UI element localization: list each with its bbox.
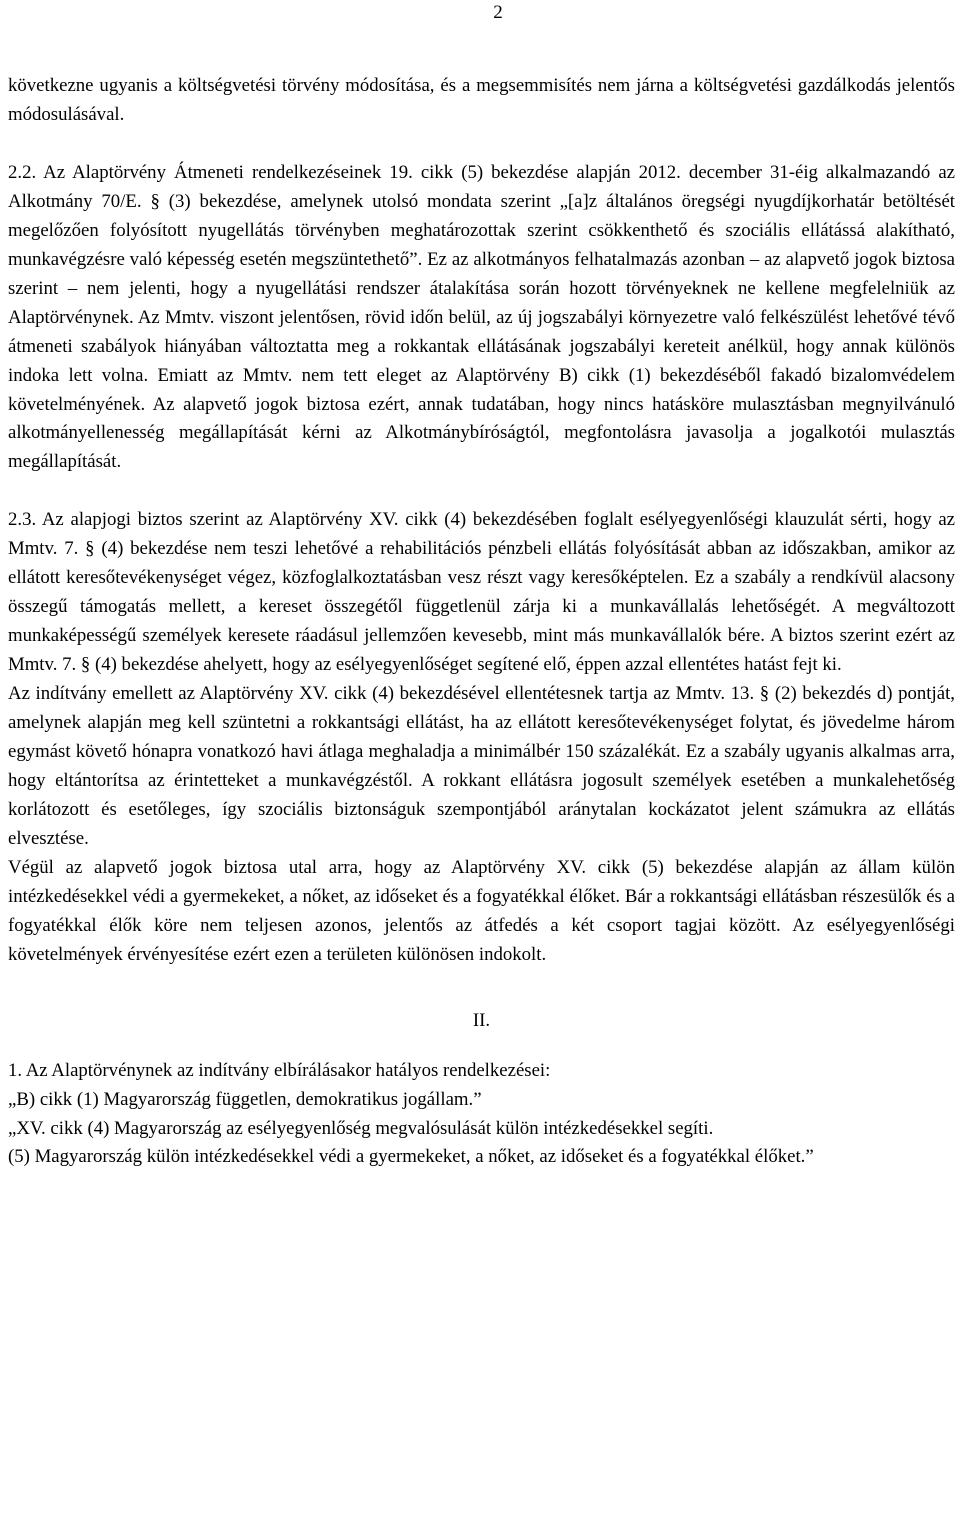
paragraph-2-2: 2.2. Az Alaptörvény Átmeneti rendelkezéseinek 19. cikk (5) bekezdése alapján 2012. december 31-éig alkalmazandó az Alkotmány 70/E. § (3) bekezdése, amelynek utolsó mondata szerint „[a]z általános öregségi nyugdíjkorhatár betöltését megelőzően folyósított nyugellátás törvényben meghatározottak szerint csökkenthető és szociális ellátássá alakítható, munkavégzésre való képesség esetén megszüntethető”. Ez az alkotmányos felhatalmazás azonban – az alapvető jogok biztosa szerint – nem jelenti, hogy a nyugellátási rendszer átalakítása során hozott törvényeknek ne kellene megfelelniük az Alaptörvénynek. Az Mmtv. viszont jelentősen, rövid időn belül, az új jogszabályi környezetre való felkészülést lehetővé tévő átmeneti szabályok hiányában változtatta meg a rokkantak ellátásának jogszabályi kereteit anélkül, hogy annak különös indoka lett volna. Emiatt az Mmtv. nem tett eleget az Alaptörvény B) cikk (1) bekezdéséből fakadó bizalomvédelem követelményének. Az alapvető jogok biztosa ezért, annak tudatában, hogy nincs hatásköre mulasztásban megnyilvánuló alkotmányellenesség megállapítását kérni az Alkotmánybíróságtól, megfontolásra javasolja a jogalkotói mulasztás megállapítását. (8, 161, 955, 473)
paragraph-1: következne ugyanis a költségvetési törvény módosítása, és a megsemmisítés nem járna a költségvetési gazdálkodás jelentős módosulásával. (8, 75, 955, 125)
paragraph-finally: Végül az alapvető jogok biztosa utal arra, hogy az Alaptörvény XV. cikk (5) bekezdése alapján az állam külön intézkedésekkel védi a gyermekeket, a nőket, az időseket és a fogyatékkal élőket. Bár a rokkantsági ellátásban részesülők és a fogyatékkal élők köre nem teljesen azonos, jelentős az átfedés a két csoport tagjai között. Az esélyegyenlőségi követelmények érvényesítése ezért ezen a területen különösen indokolt. (8, 856, 955, 965)
paragraph-indictment: Az indítvány emellett az Alaptörvény XV. cikk (4) bekezdésével ellentétesnek tartja az Mmtv. 13. § (2) bekezdés d) pontját, amelynek alapján meg kell szüntetni a rokkantsági ellátást, ha az ellátott keresőtevékenységet folytat, és jövedelme három egymást követő hónapra vonatkozó havi átlaga meghaladja a minimálbér 150 százalékát. Ez a szabály ugyanis alkalmas arra, hogy eltántorítsa az érintetteket a munkavégzéstől. A rokkant ellátásra jogosult személyek esetében a munkalehetőség korlátozott és esetőleges, így szociális biztonságuk szempontjából aránytalan kockázatot jelent számukra az ellátás elvesztése. (8, 683, 955, 849)
quote-xv-article-4: „XV. cikk (4) Magyarország az esélyegyenlőség megvalósulását külön intézkedésekkel segíti. (8, 1117, 714, 1139)
quote-xv-article-5: (5) Magyarország külön intézkedésekkel védi a gyermekeket, a nőket, az időseket és a fogyatékkal élőket.” (8, 1146, 814, 1168)
document-body (8, 72, 955, 1172)
page-number: 2 (493, 2, 503, 23)
quote-b-article: „B) cikk (1) Magyarország független, demokratikus jogállam.” (8, 1088, 482, 1110)
paragraph-2-3: 2.3. Az alapjogi biztos szerint az Alaptörvény XV. cikk (4) bekezdésében foglalt esélyegyenlőségi klauzulát sérti, hogy az Mmtv. 7. § (4) bekezdése nem teszi lehetővé a rehabilitációs pénzbeli ellátás folyósítását abban az időszakban, amikor az ellátott keresőtevékenységet végez, közfoglalkoztatásban vesz részt vagy keresőképtelen. Ez a szabály a rendkívül alacsony összegű támogatás mellett, a kereset összegétől függetlenül zárja ki a munkavállalás lehetőségét. A megváltozott munkaképességű személyek keresete ráadásul jellemzően kevesebb, mint más munkavállalók bére. A biztos szerint ezért az Mmtv. 7. § (4) bekezdése ahelyett, hogy az esélyegyenlőséget segítené elő, éppen azzal ellentétes hatást fejt ki. (8, 509, 955, 676)
section-intro: 1. Az Alaptörvénynek az indítvány elbírálásakor hatályos rendelkezései: (8, 1059, 551, 1081)
section-heading: II. (472, 1009, 491, 1031)
